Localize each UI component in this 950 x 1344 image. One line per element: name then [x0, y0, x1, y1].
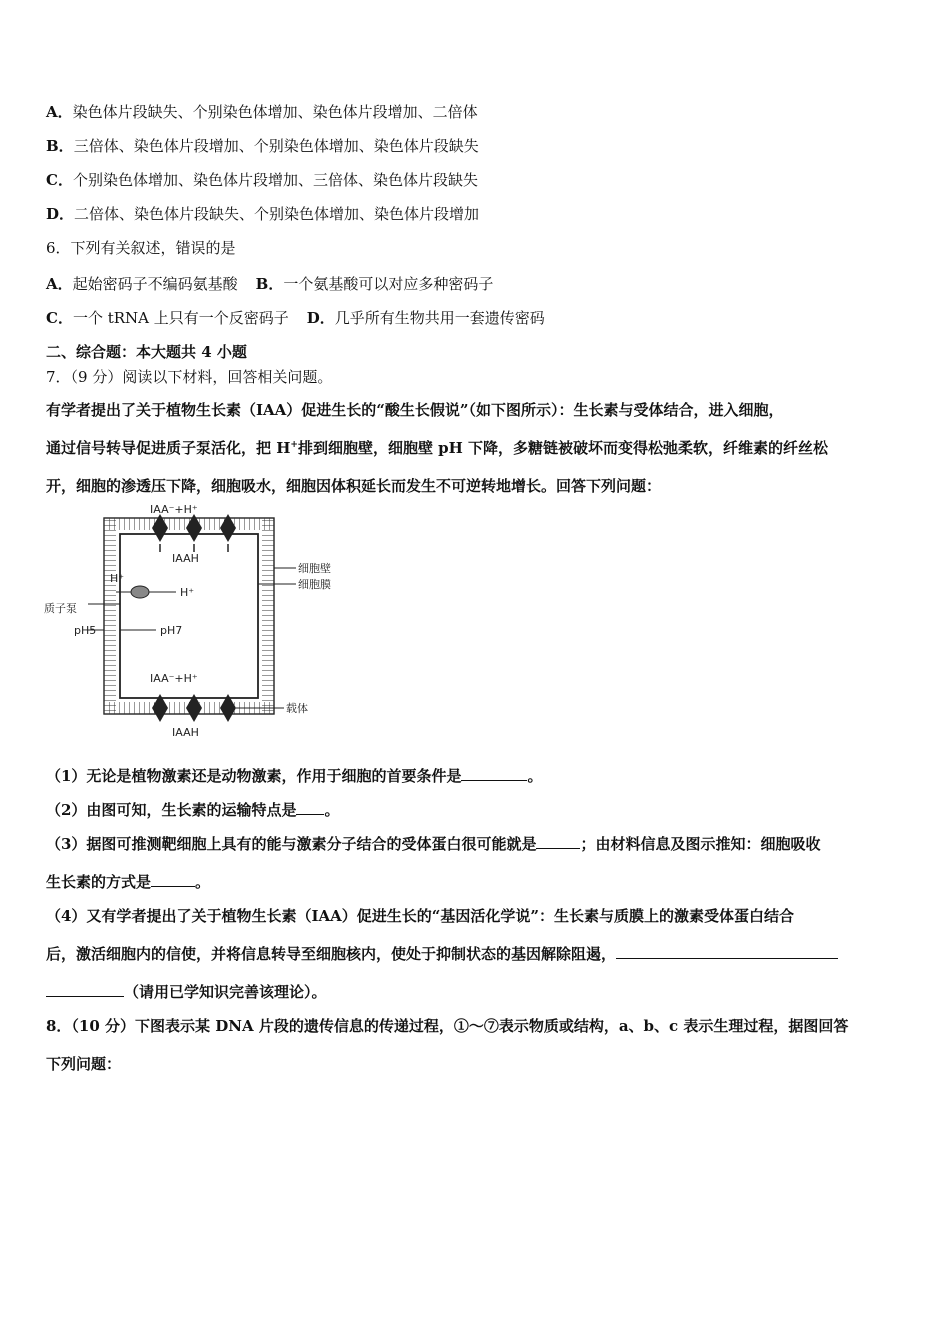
q7-sub-3-cont: 生长素的方式是 。 — [46, 873, 211, 891]
proton-pump-shape — [131, 586, 149, 598]
cell-membrane-label: 细胞膜 — [298, 578, 331, 591]
q7-para-2: 通过信号转导促进质子泵活化，把 H+排到细胞壁，细胞壁 pH 下降，多糖链被破坏而变得松弛柔软，纤维素的纤丝松 — [46, 439, 829, 457]
q7-sub-1: （1）无论是植物激素还是动物激素，作用于细胞的首要条件是 。 — [46, 767, 543, 785]
answer-blank-4[interactable] — [151, 872, 195, 887]
top-label: IAA⁻+H⁺ — [150, 503, 198, 516]
q7-para-3: 开，细胞的渗透压下降，细胞吸水，细胞因体积延长而发生不可逆转地增长。回答下列问题： — [46, 477, 662, 495]
q7-stem: 7．（9 分）阅读以下材料，回答相关问题。 — [46, 368, 333, 386]
answer-blank-2[interactable] — [296, 800, 324, 815]
q7-sub-4-end: （请用已学知识完善该理论）。 — [46, 982, 906, 1002]
answer-blank-6[interactable] — [46, 982, 124, 997]
carrier-label: 载体 — [286, 702, 308, 715]
q7-para-1: 有学者提出了关于植物生长素（IAA）促进生长的“酸生长假说”（如下图所示）：生长素与受体结合，进入细胞， — [46, 401, 784, 419]
q7-sub-4-cont: 后，激活细胞内的信使，并将信息转导至细胞核内，使处于抑制状态的基因解除阻遏， — [46, 944, 906, 964]
answer-blank-3[interactable] — [536, 834, 580, 849]
q6-stem: 6．下列有关叙述，错误的是 — [46, 239, 236, 257]
cell-wall-label: 细胞壁 — [298, 562, 331, 575]
q7-sub-2: （2）由图可知，生长素的运输特点是 。 — [46, 801, 340, 819]
q7-sub-4: （4）又有学者提出了关于植物生长素（IAA）促进生长的“基因活化学说”：生长素与质膜上的激素受体蛋白结合 — [46, 907, 794, 925]
q6-options-cd: C．一个 tRNA 上只有一个反密码子 D．几乎所有生物共用一套遗传密码 — [46, 309, 545, 327]
section-title: 二、综合题：本大题共 4 小题 — [46, 343, 247, 361]
bottom-label: IAA⁻+H⁺ — [150, 672, 198, 685]
q6-options-ab: A．起始密码子不编码氨基酸 B．一个氨基酸可以对应多种密码子 — [46, 275, 494, 293]
answer-blank-5[interactable] — [616, 944, 838, 959]
top-inner-label: IAAH — [172, 552, 199, 565]
q8-stem-cont: 下列问题： — [46, 1055, 122, 1073]
q8-stem: 8．（10 分）下图表示某 DNA 片段的遗传信息的传递过程，①～⑦表示物质或结构，a、b、c 表示生理过程，据图回答 — [46, 1017, 849, 1035]
q5-option-d: D．二倍体、染色体片段缺失、个别染色体增加、染色体片段增加 — [46, 205, 480, 223]
h-plus-outside: H⁺ — [110, 572, 125, 585]
bottom-inner-label: IAAH — [172, 726, 199, 739]
q7-sub-3: （3）据图可推测靶细胞上具有的能与激素分子结合的受体蛋白很可能就是 ；由材料信息及图示推知：细胞吸收 — [46, 835, 821, 853]
ph-inside: pH7 — [160, 624, 183, 637]
proton-pump-label: 质子泵 — [44, 602, 77, 615]
q5-option-a: A．染色体片段缺失、个别染色体增加、染色体片段增加、二倍体 — [46, 103, 478, 121]
q5-option-b: B．三倍体、染色体片段增加、个别染色体增加、染色体片段缺失 — [46, 137, 479, 155]
q5-option-c: C．个别染色体增加、染色体片段增加、三倍体、染色体片段缺失 — [46, 171, 478, 189]
h-plus-inside: H⁺ — [180, 586, 195, 599]
answer-blank-1[interactable] — [461, 766, 527, 781]
acid-growth-figure — [44, 500, 364, 750]
ph-outside: pH5 — [74, 624, 97, 637]
